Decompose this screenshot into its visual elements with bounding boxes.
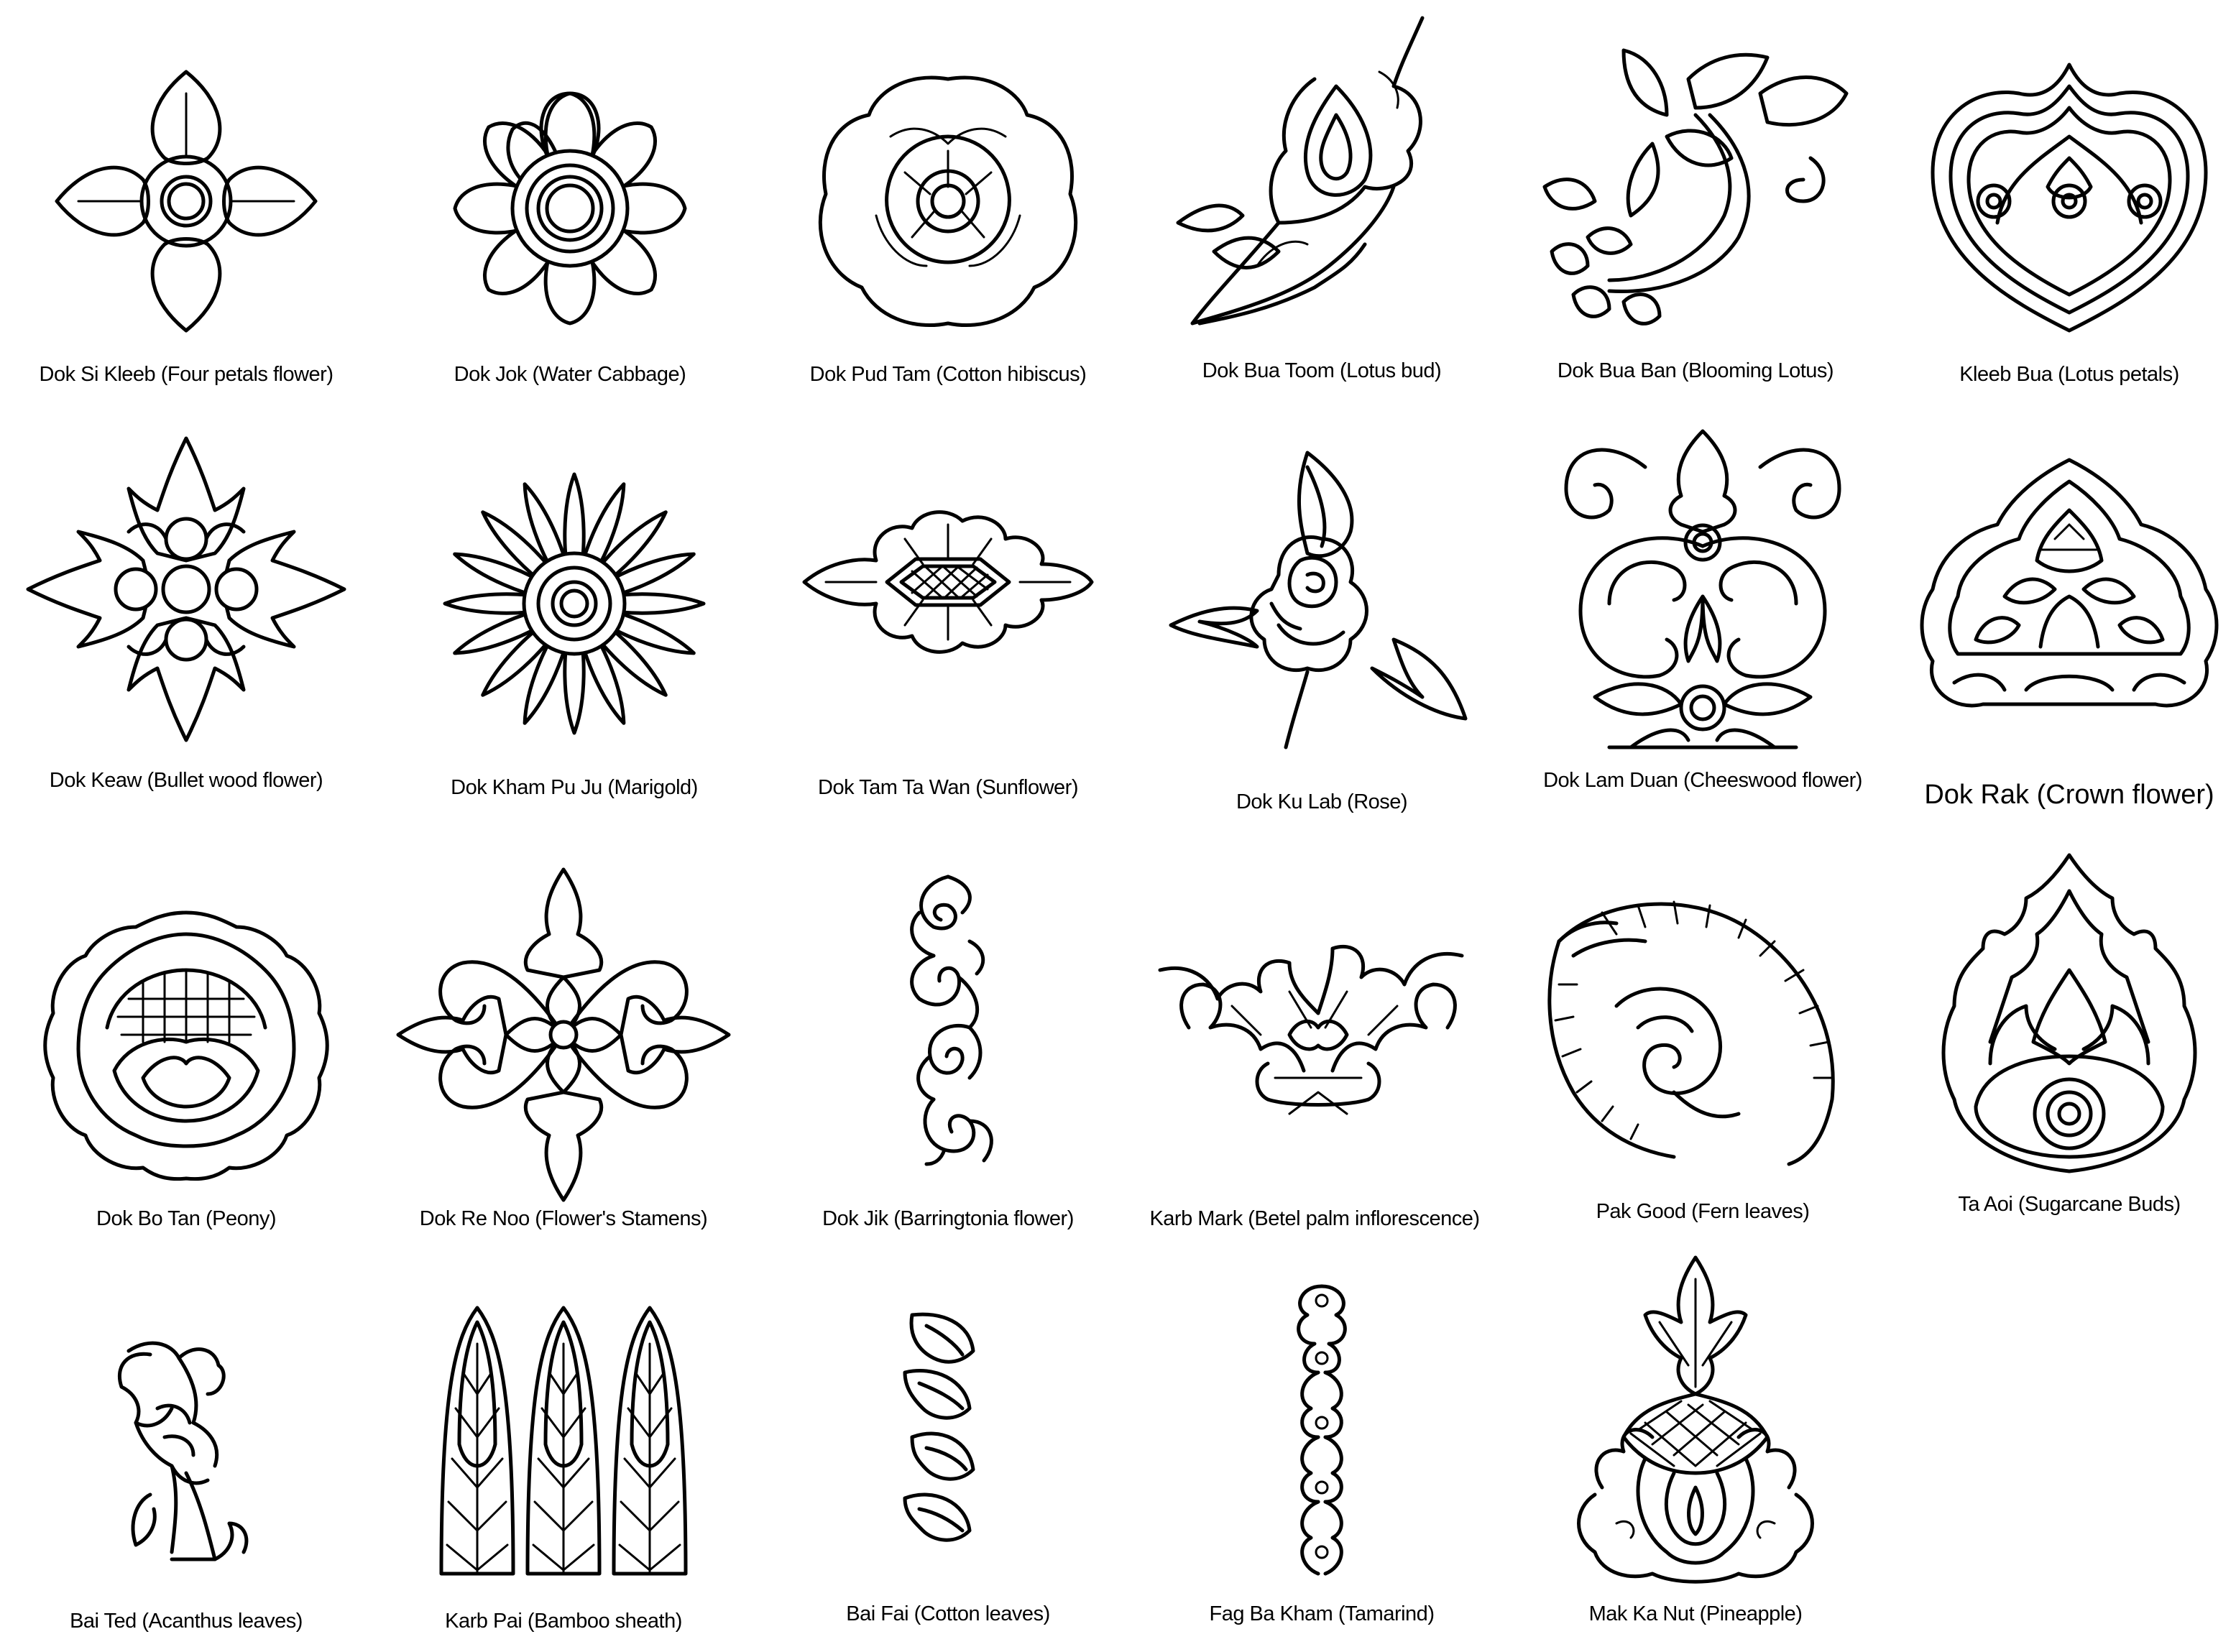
motif-cotton-leaves	[762, 1308, 1134, 1638]
motif-peony	[0, 891, 372, 1250]
motif-label: Karb Mark (Betel palm inflorescence)	[1149, 1207, 1480, 1230]
cheeswood-flower-icon	[1537, 424, 1868, 755]
motif-label: Dok Keaw (Bullet wood flower)	[49, 769, 323, 792]
motif-label: Dok Jok (Water Cabbage)	[454, 363, 686, 386]
lotus-petals-icon	[1911, 57, 2227, 345]
motif-lotus-petals	[1883, 43, 2236, 402]
motif-lotus-bud	[1136, 0, 1508, 402]
fern-leaves-icon	[1530, 884, 1875, 1171]
blooming-lotus-icon	[1523, 36, 1868, 366]
motif-label: Bai Ted (Acanthus leaves)	[70, 1610, 303, 1633]
motif-fern-leaves	[1517, 877, 1889, 1250]
cotton-hibiscus-flower-icon	[804, 57, 1092, 345]
peony-icon	[35, 898, 337, 1186]
four-petal-flower-icon	[42, 57, 330, 345]
betel-palm-inflorescence-icon	[1146, 927, 1483, 1128]
motif-barringtonia-flower	[762, 869, 1134, 1250]
motif-label: Dok Kham Pu Ju (Marigold)	[451, 776, 698, 799]
motif-label: Dok Re Noo (Flower's Stamens)	[419, 1207, 708, 1230]
motif-label: Dok Jik (Barringtonia flower)	[822, 1207, 1074, 1230]
motif-tamarind	[1136, 1279, 1508, 1638]
motif-betel-palm-inflorescence	[1128, 927, 1501, 1250]
water-cabbage-flower-icon	[426, 65, 714, 352]
bamboo-sheath-icon	[434, 1301, 693, 1581]
crown-flower-icon	[1911, 453, 2227, 726]
motif-label: Fag Ba Kham (Tamarind)	[1209, 1602, 1435, 1625]
motif-label: Mak Ka Nut (Pineapple)	[1588, 1602, 1803, 1625]
motif-four-petal-flower	[0, 43, 372, 402]
sunflower-icon	[797, 496, 1099, 668]
marigold-flower-icon	[431, 453, 718, 755]
motif-blooming-lotus	[1509, 14, 1882, 402]
motif-sugarcane-buds	[1883, 841, 2236, 1229]
motif-sunflower	[762, 474, 1134, 834]
lotus-bud-icon	[1149, 7, 1494, 352]
motif-flower-stamens	[377, 862, 750, 1250]
sugarcane-buds-icon	[1933, 848, 2206, 1178]
motif-label: Pak Good (Fern leaves)	[1596, 1200, 1810, 1223]
motif-bamboo-sheath	[377, 1293, 750, 1638]
motif-label: Kleeb Bua (Lotus petals)	[1959, 363, 2179, 386]
motif-label: Bai Fai (Cotton leaves)	[846, 1602, 1050, 1625]
motif-label: Karb Pai (Bamboo sheath)	[445, 1610, 682, 1633]
motif-water-cabbage-flower	[384, 43, 756, 402]
motif-pineapple	[1509, 1250, 1882, 1638]
motif-label: Dok Bo Tan (Peony)	[96, 1207, 276, 1230]
bullet-wood-flower-icon	[21, 431, 351, 747]
motif-label: Dok Bua Ban (Blooming Lotus)	[1557, 359, 1834, 382]
motif-label: Dok Ku Lab (Rose)	[1236, 790, 1408, 813]
motif-label: Dok Tam Ta Wan (Sunflower)	[818, 776, 1078, 799]
motif-crown-flower	[1883, 453, 2236, 826]
motif-label: Dok Si Kleeb (Four petals flower)	[39, 363, 333, 386]
barringtonia-flower-icon	[876, 869, 1020, 1171]
cotton-leaves-icon	[883, 1308, 1013, 1545]
motif-label: Ta Aoi (Sugarcane Buds)	[1958, 1193, 2181, 1216]
pineapple-icon	[1559, 1250, 1832, 1588]
motif-label: Dok Bua Toom (Lotus bud)	[1202, 359, 1442, 382]
motif-label: Dok Rak (Crown flower)	[1924, 780, 2214, 810]
motif-cheeswood-flower	[1517, 424, 1889, 826]
motif-label: Dok Pud Tam (Cotton hibiscus)	[809, 363, 1087, 386]
acanthus-leaves-icon	[93, 1322, 280, 1566]
motif-rose	[1136, 446, 1508, 834]
motif-acanthus-leaves	[0, 1322, 372, 1638]
motif-cotton-hibiscus-flower	[762, 43, 1134, 402]
motif-label: Dok Lam Duan (Cheeswood flower)	[1543, 769, 1862, 792]
motif-marigold-flower	[388, 438, 760, 826]
rose-icon	[1156, 446, 1487, 762]
tamarind-icon	[1279, 1279, 1365, 1581]
motif-bullet-wood-flower	[0, 424, 372, 826]
flower-stamens-icon	[391, 862, 736, 1207]
